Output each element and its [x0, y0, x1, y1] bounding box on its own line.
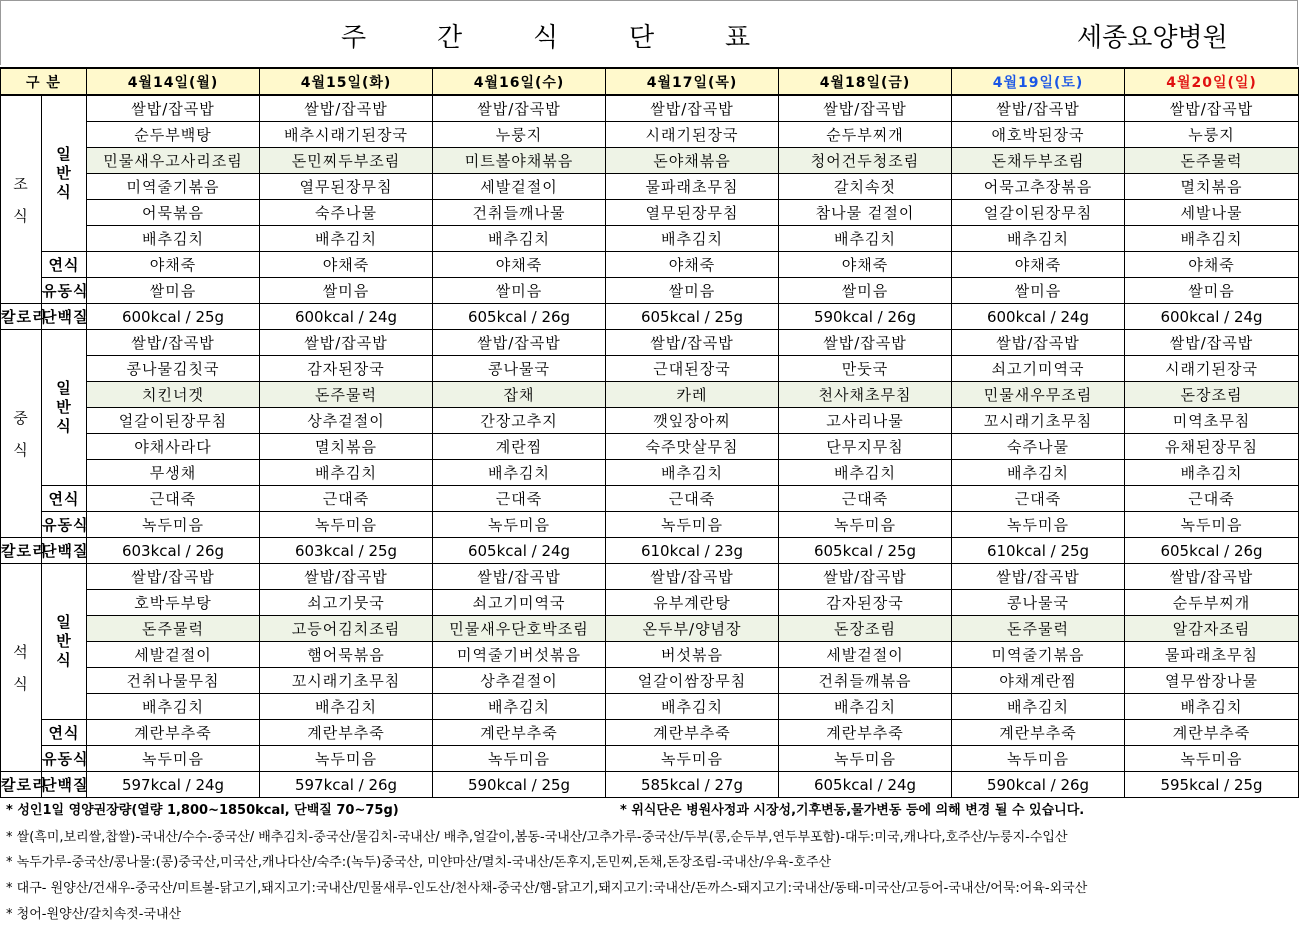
nutrition-value: 600kcal / 25g	[87, 304, 260, 330]
nutrition-value: 600kcal / 24g	[260, 304, 433, 330]
menu-item: 상추겉절이	[433, 668, 606, 694]
menu-item: 돈채두부조림	[952, 148, 1125, 174]
general-diet-label: 일 반 식	[42, 95, 87, 252]
menu-item: 쌀밥/잡곡밥	[87, 564, 260, 590]
menu-item: 숙주나물	[952, 434, 1125, 460]
menu-item: 쌀밥/잡곡밥	[779, 564, 952, 590]
soft-diet-label: 연식	[42, 486, 87, 512]
soft-diet-item: 야채죽	[1125, 252, 1299, 278]
menu-item: 배추김치	[433, 460, 606, 486]
menu-item: 쌀밥/잡곡밥	[1125, 564, 1299, 590]
liquid-diet-item: 녹두미음	[1125, 512, 1299, 538]
menu-item: 쌀밥/잡곡밥	[260, 330, 433, 356]
liquid-diet-item: 쌀미음	[606, 278, 779, 304]
breakfast-label: 조 식	[1, 95, 42, 304]
protein-label: 단백질	[42, 772, 87, 798]
menu-item: 돈장조림	[779, 616, 952, 642]
nutrition-value: 595kcal / 25g	[1125, 772, 1299, 798]
menu-item: 배추김치	[87, 226, 260, 252]
menu-item: 계란찜	[433, 434, 606, 460]
menu-item: 단무지무침	[779, 434, 952, 460]
nutrition-value: 605kcal / 25g	[606, 304, 779, 330]
menu-item: 쌀밥/잡곡밥	[952, 330, 1125, 356]
menu-item: 얼갈이된장무침	[87, 408, 260, 434]
soft-diet-item: 근대죽	[779, 486, 952, 512]
soft-diet-item: 근대죽	[433, 486, 606, 512]
weekly-menu-table	[0, 67, 1299, 798]
menu-item: 세발겉절이	[87, 642, 260, 668]
menu-item: 배추김치	[606, 694, 779, 720]
menu-item: 세발겉절이	[779, 642, 952, 668]
liquid-diet-item: 녹두미음	[779, 746, 952, 772]
note-origin: * 녹두가루-중국산/콩나물:(콩)중국산,미국산,캐나다산/숙주:(녹두)중국산, 미얀마산/멸치-국내산/돈후지,돈민찌,돈채,돈장조림-국내산/우육-호주산	[6, 855, 832, 870]
soft-diet-item: 야채죽	[779, 252, 952, 278]
soft-diet-item: 계란부추죽	[87, 720, 260, 746]
menu-item: 열무쌈장나물	[1125, 668, 1299, 694]
soft-diet-item: 야채죽	[606, 252, 779, 278]
menu-item: 온두부/양념장	[606, 616, 779, 642]
nutrition-value: 590kcal / 25g	[433, 772, 606, 798]
soft-diet-item: 근대죽	[260, 486, 433, 512]
liquid-diet-item: 쌀미음	[1125, 278, 1299, 304]
title-char: 주	[341, 23, 367, 53]
note-change: * 위식단은 병원사정과 시장성,기후변동,물가변동 등에 의해 변경 될 수 있습니다.	[620, 803, 1085, 818]
menu-item: 미역초무침	[1125, 408, 1299, 434]
menu-item: 배추김치	[433, 694, 606, 720]
title-char: 표	[725, 23, 751, 53]
menu-item: 건취나물무침	[87, 668, 260, 694]
menu-item: 쌀밥/잡곡밥	[433, 564, 606, 590]
organization-name: 세종요양병원	[1077, 23, 1228, 53]
menu-item: 야채사라다	[87, 434, 260, 460]
liquid-diet-item: 쌀미음	[779, 278, 952, 304]
menu-item: 만둣국	[779, 356, 952, 382]
menu-item: 근대된장국	[606, 356, 779, 382]
day-header: 4월14일(월)	[87, 68, 260, 95]
menu-item: 배추김치	[952, 460, 1125, 486]
menu-item: 물파래초무침	[1125, 642, 1299, 668]
nutrition-value: 597kcal / 26g	[260, 772, 433, 798]
soft-diet-item: 야채죽	[87, 252, 260, 278]
menu-item: 민물새우단호박조림	[433, 616, 606, 642]
menu-item: 쌀밥/잡곡밥	[87, 95, 260, 122]
dinner-label: 석 식	[1, 564, 42, 772]
soft-diet-item: 계란부추죽	[260, 720, 433, 746]
liquid-diet-item: 녹두미음	[1125, 746, 1299, 772]
menu-item: 누룽지	[1125, 122, 1299, 148]
menu-item: 민물새우고사리조림	[87, 148, 260, 174]
nutrition-value: 603kcal / 26g	[87, 538, 260, 564]
menu-item: 얼갈이된장무침	[952, 200, 1125, 226]
menu-item: 쌀밥/잡곡밥	[779, 95, 952, 122]
day-header: 4월18일(금)	[779, 68, 952, 95]
soft-diet-item: 근대죽	[606, 486, 779, 512]
menu-item: 감자된장국	[260, 356, 433, 382]
menu-item: 어묵고추장볶음	[952, 174, 1125, 200]
menu-item: 쌀밥/잡곡밥	[433, 95, 606, 122]
menu-item: 쌀밥/잡곡밥	[606, 564, 779, 590]
menu-item: 세발겉절이	[433, 174, 606, 200]
liquid-diet-label: 유동식	[42, 746, 87, 772]
liquid-diet-item: 녹두미음	[260, 512, 433, 538]
title-char: 간	[437, 23, 463, 53]
soft-diet-item: 계란부추죽	[606, 720, 779, 746]
menu-item: 순두부백탕	[87, 122, 260, 148]
soft-diet-item: 근대죽	[1125, 486, 1299, 512]
menu-item: 순두부찌개	[1125, 590, 1299, 616]
menu-item: 청어건두청조림	[779, 148, 952, 174]
soft-diet-label: 연식	[42, 252, 87, 278]
menu-item: 호박두부탕	[87, 590, 260, 616]
menu-item: 배추김치	[87, 694, 260, 720]
general-diet-label: 일 반 식	[42, 564, 87, 720]
menu-item: 천사채초무침	[779, 382, 952, 408]
soft-diet-item: 계란부추죽	[779, 720, 952, 746]
soft-diet-item: 근대죽	[952, 486, 1125, 512]
menu-item: 깻잎장아찌	[606, 408, 779, 434]
nutrition-value: 585kcal / 27g	[606, 772, 779, 798]
menu-item: 배추김치	[779, 460, 952, 486]
menu-item: 쌀밥/잡곡밥	[433, 330, 606, 356]
liquid-diet-item: 쌀미음	[433, 278, 606, 304]
menu-item: 쌀밥/잡곡밥	[952, 95, 1125, 122]
menu-item: 돈민찌두부조림	[260, 148, 433, 174]
menu-item: 미트볼야채볶음	[433, 148, 606, 174]
day-header: 4월20일(일)	[1125, 68, 1299, 95]
protein-label: 단백질	[42, 304, 87, 330]
menu-item: 꼬시래기초무침	[260, 668, 433, 694]
menu-item: 카레	[606, 382, 779, 408]
menu-item: 갈치속젓	[779, 174, 952, 200]
menu-item: 배추김치	[779, 226, 952, 252]
nutrition-value: 600kcal / 24g	[952, 304, 1125, 330]
soft-diet-item: 계란부추죽	[952, 720, 1125, 746]
menu-item: 배추김치	[260, 694, 433, 720]
liquid-diet-item: 녹두미음	[87, 512, 260, 538]
menu-item: 얼갈이쌈장무침	[606, 668, 779, 694]
note-origin: * 청어-원양산/갈치속젓-국내산	[6, 907, 182, 922]
menu-item: 쌀밥/잡곡밥	[1125, 95, 1299, 122]
menu-item: 알감자조림	[1125, 616, 1299, 642]
day-header: 4월15일(화)	[260, 68, 433, 95]
nutrition-value: 610kcal / 23g	[606, 538, 779, 564]
day-header: 4월17일(목)	[606, 68, 779, 95]
menu-item: 쌀밥/잡곡밥	[952, 564, 1125, 590]
menu-item: 배추김치	[606, 226, 779, 252]
nutrition-value: 605kcal / 24g	[433, 538, 606, 564]
menu-item: 배추김치	[260, 460, 433, 486]
menu-item: 배추김치	[952, 226, 1125, 252]
note-origin: * 쌀(흑미,보리쌀,찹쌀)-국내산/수수-중국산/ 배추김치-중국산/물김치-국내산/ 배추,얼갈이,봄동-국내산/고추가루-중국산/두부(콩,순두부,연두부포함)-대두:미국,캐나다,호주산/누룽지-수입산	[6, 830, 1068, 845]
menu-item: 상추겉절이	[260, 408, 433, 434]
soft-diet-item: 야채죽	[952, 252, 1125, 278]
menu-item: 꼬시래기초무침	[952, 408, 1125, 434]
menu-item: 쌀밥/잡곡밥	[87, 330, 260, 356]
note-recommend: * 성인1일 영양권장량(열량 1,800~1850kcal, 단백질 70~75g)	[6, 803, 399, 818]
menu-item: 열무된장무침	[260, 174, 433, 200]
menu-item: 잡채	[433, 382, 606, 408]
menu-item: 시래기된장국	[1125, 356, 1299, 382]
nutrition-value: 590kcal / 26g	[779, 304, 952, 330]
title-char: 단	[629, 23, 655, 53]
menu-item: 애호박된장국	[952, 122, 1125, 148]
calorie-label: 칼로리	[1, 772, 42, 798]
menu-item: 배추김치	[606, 460, 779, 486]
menu-item: 미역줄기볶음	[952, 642, 1125, 668]
menu-item: 건취들깨볶음	[779, 668, 952, 694]
liquid-diet-item: 녹두미음	[779, 512, 952, 538]
liquid-diet-item: 쌀미음	[87, 278, 260, 304]
menu-item: 배추김치	[1125, 460, 1299, 486]
soft-diet-item: 계란부추죽	[1125, 720, 1299, 746]
menu-item: 간장고추지	[433, 408, 606, 434]
nutrition-value: 605kcal / 24g	[779, 772, 952, 798]
menu-item: 멸치볶음	[260, 434, 433, 460]
nutrition-value: 605kcal / 26g	[1125, 538, 1299, 564]
menu-item: 숙주나물	[260, 200, 433, 226]
liquid-diet-item: 녹두미음	[87, 746, 260, 772]
menu-item: 쌀밥/잡곡밥	[779, 330, 952, 356]
menu-item: 돈주물럭	[1125, 148, 1299, 174]
liquid-diet-item: 쌀미음	[260, 278, 433, 304]
nutrition-value: 590kcal / 26g	[952, 772, 1125, 798]
menu-item: 감자된장국	[779, 590, 952, 616]
soft-diet-item: 계란부추죽	[433, 720, 606, 746]
menu-item: 민물새우무조림	[952, 382, 1125, 408]
nutrition-value: 605kcal / 25g	[779, 538, 952, 564]
soft-diet-label: 연식	[42, 720, 87, 746]
menu-item: 배추김치	[952, 694, 1125, 720]
calorie-label: 칼로리	[1, 304, 42, 330]
liquid-diet-label: 유동식	[42, 278, 87, 304]
menu-item: 돈야채볶음	[606, 148, 779, 174]
header	[0, 0, 1298, 65]
menu-item: 어묵볶음	[87, 200, 260, 226]
menu-item: 야채계란찜	[952, 668, 1125, 694]
menu-item: 배추김치	[1125, 694, 1299, 720]
nutrition-value: 603kcal / 25g	[260, 538, 433, 564]
liquid-diet-item: 녹두미음	[606, 512, 779, 538]
menu-item: 물파래초무침	[606, 174, 779, 200]
menu-item: 배추김치	[779, 694, 952, 720]
menu-item: 누룽지	[433, 122, 606, 148]
menu-item: 배추시래기된장국	[260, 122, 433, 148]
protein-label: 단백질	[42, 538, 87, 564]
lunch-label: 중 식	[1, 330, 42, 538]
liquid-diet-label: 유동식	[42, 512, 87, 538]
liquid-diet-item: 녹두미음	[433, 746, 606, 772]
page-title	[341, 17, 821, 54]
liquid-diet-item: 녹두미음	[433, 512, 606, 538]
menu-item: 쌀밥/잡곡밥	[606, 95, 779, 122]
menu-item: 고사리나물	[779, 408, 952, 434]
general-diet-label: 일 반 식	[42, 330, 87, 486]
menu-item: 유부계란탕	[606, 590, 779, 616]
menu-item: 돈주물럭	[87, 616, 260, 642]
menu-item: 쇠고기미역국	[952, 356, 1125, 382]
menu-item: 미역줄기볶음	[87, 174, 260, 200]
soft-diet-item: 야채죽	[433, 252, 606, 278]
menu-item: 돈주물럭	[952, 616, 1125, 642]
menu-item: 쇠고기미역국	[433, 590, 606, 616]
menu-item: 멸치볶음	[1125, 174, 1299, 200]
menu-item: 열무된장무침	[606, 200, 779, 226]
liquid-diet-item: 쌀미음	[952, 278, 1125, 304]
menu-item: 건취들깨나물	[433, 200, 606, 226]
menu-item: 쌀밥/잡곡밥	[606, 330, 779, 356]
menu-item: 쇠고기뭇국	[260, 590, 433, 616]
menu-item: 햄어묵볶음	[260, 642, 433, 668]
menu-item: 세발나물	[1125, 200, 1299, 226]
menu-item: 배추김치	[1125, 226, 1299, 252]
menu-item: 순두부찌개	[779, 122, 952, 148]
menu-item: 콩나물국	[952, 590, 1125, 616]
day-header: 4월16일(수)	[433, 68, 606, 95]
menu-item: 쌀밥/잡곡밥	[260, 564, 433, 590]
calorie-label: 칼로리	[1, 538, 42, 564]
menu-item: 참나물 겉절이	[779, 200, 952, 226]
menu-item: 쌀밥/잡곡밥	[1125, 330, 1299, 356]
nutrition-value: 597kcal / 24g	[87, 772, 260, 798]
menu-item: 숙주맛살무침	[606, 434, 779, 460]
menu-item: 미역줄기버섯볶음	[433, 642, 606, 668]
menu-item: 콩나물국	[433, 356, 606, 382]
nutrition-value: 600kcal / 24g	[1125, 304, 1299, 330]
menu-item: 치킨너겟	[87, 382, 260, 408]
menu-item: 배추김치	[433, 226, 606, 252]
note-origin: * 대구- 원양산/건새우-중국산/미트볼-닭고기,돼지고기:국내산/민물새루-인도산/천사채-중국산/햄-닭고기,돼지고기:국내산/돈까스-돼지고기:국내산/동태-미국산/고등어-국내산/어묵:어육-외국산	[6, 881, 1088, 896]
menu-item: 쌀밥/잡곡밥	[260, 95, 433, 122]
menu-item: 돈장조림	[1125, 382, 1299, 408]
liquid-diet-item: 녹두미음	[952, 512, 1125, 538]
day-header: 4월19일(토)	[952, 68, 1125, 95]
menu-item: 배추김치	[260, 226, 433, 252]
liquid-diet-item: 녹두미음	[260, 746, 433, 772]
nutrition-value: 605kcal / 26g	[433, 304, 606, 330]
menu-item: 버섯볶음	[606, 642, 779, 668]
menu-item: 콩나물김칫국	[87, 356, 260, 382]
menu-item: 시래기된장국	[606, 122, 779, 148]
liquid-diet-item: 녹두미음	[606, 746, 779, 772]
menu-item: 유채된장무침	[1125, 434, 1299, 460]
menu-item: 돈주물럭	[260, 382, 433, 408]
soft-diet-item: 근대죽	[87, 486, 260, 512]
header-label: 구 분	[1, 68, 87, 95]
nutrition-value: 610kcal / 25g	[952, 538, 1125, 564]
menu-item: 고등어김치조림	[260, 616, 433, 642]
liquid-diet-item: 녹두미음	[952, 746, 1125, 772]
title-char: 식	[533, 23, 559, 53]
soft-diet-item: 야채죽	[260, 252, 433, 278]
menu-item: 무생채	[87, 460, 260, 486]
